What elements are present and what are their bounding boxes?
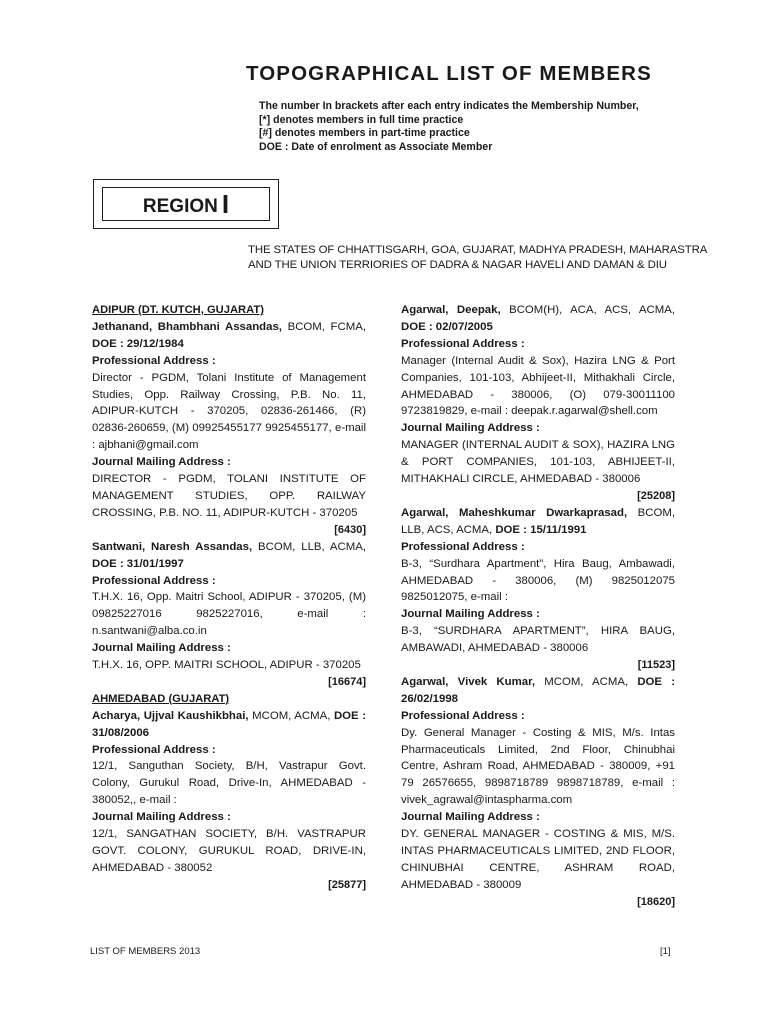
member-qualifications: MCOM, ACMA,: [535, 675, 638, 688]
membership-number: [6430]: [334, 523, 366, 536]
member-doe: DOE : 29/12/1984: [92, 337, 184, 350]
membership-number: [18620]: [637, 895, 675, 908]
membership-number: [25208]: [637, 489, 675, 502]
note-line: [#] denotes members in part-time practice: [259, 127, 470, 140]
note-line: DOE : Date of enrolment as Associate Member: [259, 140, 493, 153]
member-header: [92, 708, 366, 742]
note-line: [*] denotes members in full time practice: [259, 113, 464, 126]
membership-number: [11523]: [637, 659, 675, 672]
member-name: Acharya, Ujjval Kaushikbhai,: [92, 709, 249, 722]
member-entry: [401, 505, 675, 674]
journal-address: T.H.X. 16, OPP. MAITRI SCHOOL, ADIPUR - 370205: [92, 659, 361, 672]
member-header: [401, 505, 675, 539]
member-doe: DOE : 31/08/2006: [92, 709, 366, 739]
journal-address: DIRECTOR - PGDM, TOLANI INSTITUTE OF MANAGEMENT STUDIES, OPP. RAILWAY CROSSING, P.B. NO. 11, ADIPUR-KUTCH - 370205: [92, 473, 366, 519]
region-box: [93, 179, 279, 229]
right-column: [401, 302, 675, 911]
member-name: Santwani, Naresh Assandas,: [92, 540, 253, 553]
professional-address: B-3, “Surdhara Apartment”, Hira Baug, Ambawadi, AHMEDABAD - 380006, (M) 9825012075 9825012075, e-mail :: [401, 557, 675, 604]
member-qualifications: MCOM, ACMA,: [248, 709, 334, 722]
member-header: [401, 674, 675, 708]
member-doe: DOE : 02/07/2005: [401, 320, 493, 333]
page-number: [1]: [660, 946, 671, 957]
journal-label: Journal Mailing Address :: [92, 811, 231, 824]
city-heading: ADIPUR (DT. KUTCH, GUJARAT): [92, 304, 264, 316]
professional-address: 12/1, Sanguthan Society, B/H, Vastrapur Govt. Colony, Gurukul Road, Drive-In, AHMEDABAD - 380052,, e-mail :: [92, 760, 366, 807]
footer-title: LIST OF MEMBERS 2013: [90, 946, 201, 957]
region-heading: [102, 187, 270, 221]
note-line: The number In brackets after each entry indicates the Membership Number,: [259, 100, 639, 112]
region-states: THE STATES OF CHHATTISGARH, GOA, GUJARAT, MADHYA PRADESH, MAHARASTRA AND THE UNION TERRIORIES OF DADRA & NAGAR HAVELI AND DAMAN & DIU: [248, 244, 707, 271]
professional-label: Professional Address :: [401, 540, 525, 553]
professional-address: Dy. General Manager - Costing & MIS, M/s. Intas Pharmaceuticals Limited, 2nd Floor, Chinubhai Centre, Ashram Road, AHMEDABAD - 380009, +91 79 26576655, 9898718789 9898718789, e-mail : vivek_agrawal@intaspharma.com: [401, 726, 675, 807]
member-qualifications: BCOM, LLB, ACS, ACMA,: [401, 506, 675, 536]
professional-address: T.H.X. 16, Opp. Maitri School, ADIPUR - 370205, (M) 09825227016 9825227016, e-mail : n.santwani@alba.co.in: [92, 591, 366, 638]
member-entry: [401, 302, 675, 505]
professional-address: Manager (Internal Audit & Sox), Hazira LNG & Port Companies, 101-103, Abhijeet-II, Mithakhali Circle, AHMEDABAD - 380006, (O) 079-30011100 9723819829, e-mail : deepak.r.agarwal@shell.com: [401, 354, 675, 418]
journal-address: B-3, “SURDHARA APARTMENT”, HIRA BAUG, AMBAWADI, AHMEDABAD - 380006: [401, 625, 675, 655]
page-title: TOPOGRAPHICAL LIST OF MEMBERS: [246, 62, 652, 85]
member-entry: [92, 708, 366, 894]
member-name: Agarwal, Maheshkumar Dwarkaprasad,: [401, 506, 628, 519]
member-qualifications: BCOM, FCMA,: [281, 320, 366, 333]
journal-label: Journal Mailing Address :: [401, 811, 540, 824]
journal-label: Journal Mailing Address :: [92, 456, 231, 469]
journal-label: Journal Mailing Address :: [92, 642, 231, 655]
member-doe: DOE : 26/02/1998: [401, 675, 675, 705]
member-header: [401, 302, 675, 336]
legend-notes: [259, 100, 729, 154]
professional-address: Director - PGDM, Tolani Institute of Management Studies, Opp. Railway Crossing, P.B. No. 11, ADIPUR-KUTCH - 370205, 02836-261466, (R) 02836-260659, (M) 09925455177 9925455177, e-mail : ajbhani@gmail.com: [92, 371, 366, 452]
journal-label: Journal Mailing Address :: [401, 608, 540, 621]
journal-address: DY. GENERAL MANAGER - COSTING & MIS, M/S. INTAS PHARMACEUTICALS LIMITED, 2ND FLOOR, CHINUBHAI CENTRE, ASHRAM ROAD, AHMEDABAD - 380009: [401, 828, 675, 891]
professional-label: Professional Address :: [92, 574, 216, 587]
professional-label: Professional Address :: [92, 743, 216, 756]
membership-number: [25877]: [328, 878, 366, 891]
member-doe: DOE : 15/11/1991: [495, 523, 587, 536]
member-doe: DOE : 31/01/1997: [92, 557, 184, 570]
member-name: Jethanand, Bhambhani Assandas,: [92, 320, 282, 333]
journal-address: MANAGER (INTERNAL AUDIT & SOX), HAZIRA LNG & PORT COMPANIES, 101-103, ABHIJEET-II, MITHAKHALI CIRCLE, AHMEDABAD - 380006: [401, 439, 675, 486]
journal-address: 12/1, SANGATHAN SOCIETY, B/H. VASTRAPUR GOVT. COLONY, GURUKUL ROAD, DRIVE-IN, AHMEDABAD - 380052: [92, 828, 366, 874]
professional-label: Professional Address :: [92, 354, 216, 367]
city-heading: AHMEDABAD (GUJARAT): [92, 692, 230, 705]
member-header: [92, 539, 366, 573]
member-qualifications: BCOM(H), ACA, ACS, ACMA,: [500, 304, 675, 316]
member-entry: [92, 319, 366, 539]
member-entry: [401, 674, 675, 911]
region-number: I: [221, 189, 230, 219]
member-entry: [92, 539, 366, 691]
region-label: REGION: [142, 196, 218, 217]
member-name: Agarwal, Deepak,: [401, 304, 501, 316]
professional-label: Professional Address :: [401, 709, 525, 722]
left-column: [92, 302, 366, 894]
journal-label: Journal Mailing Address :: [401, 422, 540, 435]
membership-number: [16674]: [328, 675, 366, 688]
member-header: [92, 319, 366, 353]
member-qualifications: BCOM, LLB, ACMA,: [252, 540, 366, 553]
member-name: Agarwal, Vivek Kumar,: [401, 675, 536, 688]
professional-label: Professional Address :: [401, 337, 525, 350]
